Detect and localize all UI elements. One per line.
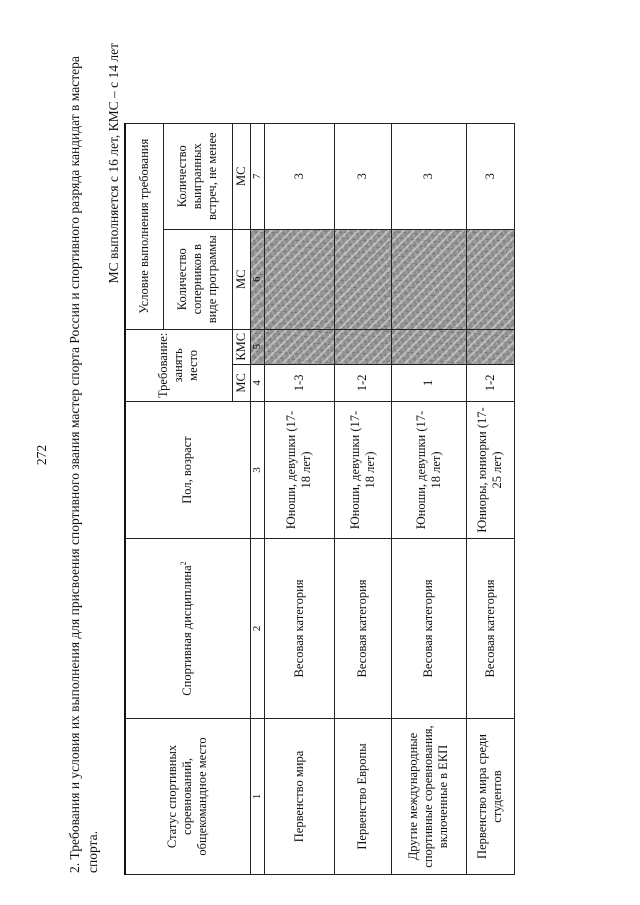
row-discipline: Весовая категория [334,539,391,719]
table-row [264,123,334,874]
column-numbers-row [250,123,264,874]
row-kms-place [466,329,514,364]
row-status: Первенство мира среди студентов [466,719,514,875]
row-opponents [264,229,334,329]
row-wins: 3 [264,123,334,229]
row-gender-age: Юноши, девушки (17-18 лет) [391,402,466,539]
row-status: Первенство мира [264,719,334,875]
row-kms-place [264,329,334,364]
row-status: Другие международные спортивные соревнования, включенные в ЕКП [391,719,466,875]
table-row [391,123,466,874]
col-number: 1 [250,719,264,875]
header-kms: КМС [232,329,250,364]
header-condition: Условие выполнения требования [125,123,163,329]
section-heading: 2. Требования и условия их выполнения для присвоения спортивного звания мастер спорта России и спортивного разряда кандидат в мастера спорта. [67,56,100,873]
header-wins: Количество выигранных встреч, не менее [163,123,232,229]
header-ms-opponents: МС [232,229,250,329]
table-row [334,123,391,874]
header-ms: МС [232,364,250,401]
row-wins: 3 [391,123,466,229]
header-gender-age: Пол, возраст [125,402,250,539]
row-ms-place: 1-2 [334,364,391,401]
header-place-requirement: Требование: занять место [125,329,232,401]
row-opponents [391,229,466,329]
col-number: 6 [250,229,264,329]
row-discipline: Весовая категория [391,539,466,719]
row-ms-place: 1-2 [466,364,514,401]
row-gender-age: Юноши, девушки (17-18 лет) [264,402,334,539]
row-kms-place [334,329,391,364]
row-wins: 3 [466,123,514,229]
header-discipline-text: Спортивная дисциплина [180,565,195,696]
row-status: Первенство Европы [334,719,391,875]
row-wins: 3 [334,123,391,229]
table-row [466,123,514,874]
requirements-table [124,123,515,875]
row-discipline: Весовая категория [264,539,334,719]
col-number: 7 [250,123,264,229]
col-number: 2 [250,539,264,719]
header-opponents: Количество соперников в виде программы [163,229,232,329]
age-note: МС выполняется с 16 лет, КМС – с 14 лет [106,43,121,284]
header-discipline [125,539,250,719]
row-kms-place [391,329,466,364]
row-ms-place: 1-3 [264,364,334,401]
header-status: Статус спортивных соревнований, общекомандное место [125,719,250,875]
row-opponents [466,229,514,329]
footnote-mark: 2 [179,561,189,566]
header-ms-wins: МС [232,123,250,229]
row-discipline: Весовая категория [466,539,514,719]
header-row-1 [125,123,163,874]
col-number: 3 [250,402,264,539]
col-number: 4 [250,364,264,401]
page-number: 272 [34,444,49,466]
row-gender-age: Юниоры, юниорки (17-25 лет) [466,402,514,539]
row-ms-place: 1 [391,364,466,401]
row-gender-age: Юноши, девушки (17-18 лет) [334,402,391,539]
col-number: 5 [250,329,264,364]
row-opponents [334,229,391,329]
